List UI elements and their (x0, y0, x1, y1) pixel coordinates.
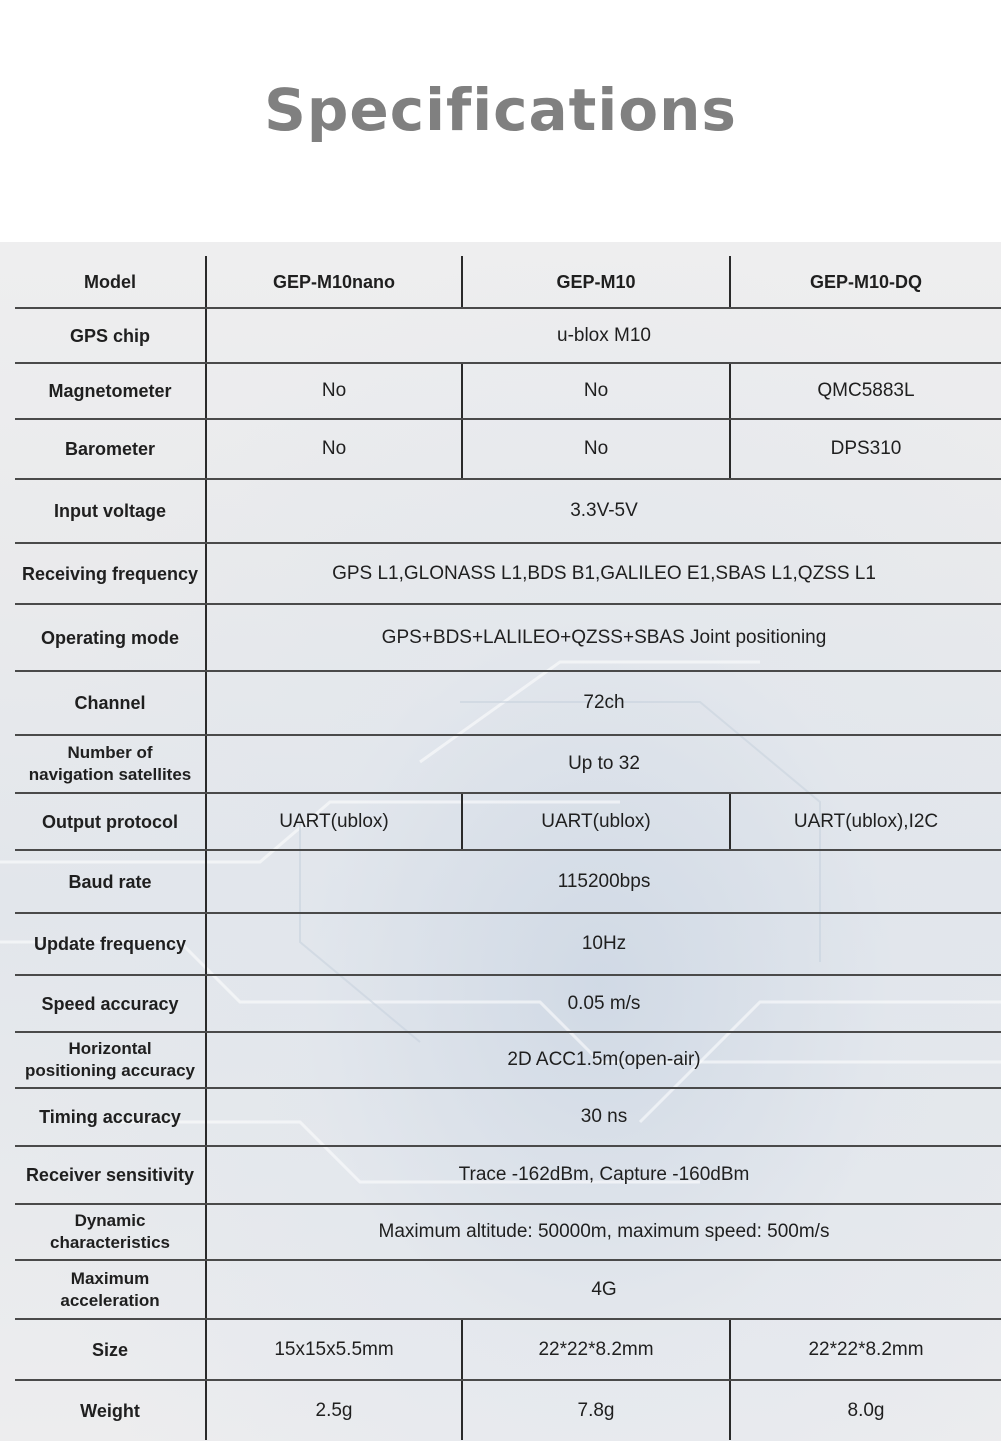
table-row (15, 1380, 1001, 1440)
row-label-line: characteristics (49, 1233, 171, 1252)
row-label-line: Number of (67, 743, 153, 762)
table-row (15, 850, 1001, 913)
row-label: Output protocol (15, 793, 206, 850)
table-row (15, 735, 1001, 793)
row-label: Operating mode (15, 604, 206, 671)
row-value: QMC5883L (730, 363, 1001, 419)
header-col-2: GEP-M10 (462, 256, 730, 308)
row-value: UART(ublox) (462, 793, 730, 850)
row-value: 4G (206, 1260, 1001, 1319)
row-value: 30 ns (206, 1088, 1001, 1146)
table-row (15, 1319, 1001, 1380)
row-label: Baud rate (15, 850, 206, 913)
row-label: Receiver sensitivity (15, 1146, 206, 1204)
row-value: UART(ublox) (206, 793, 462, 850)
row-value: Up to 32 (206, 735, 1001, 793)
row-label-line: Maximum (70, 1268, 150, 1288)
row-value: DPS310 (730, 419, 1001, 479)
row-label (15, 1032, 206, 1088)
row-value: 72ch (206, 671, 1001, 735)
row-label-line: Horizontal (68, 1039, 152, 1058)
row-value: 2D ACC1.5m(open-air) (206, 1032, 1001, 1088)
row-value: GPS L1,GLONASS L1,BDS B1,GALILEO E1,SBAS L1,QZSS L1 (206, 543, 1001, 604)
row-label (15, 1204, 206, 1260)
row-label: Receiving frequency (15, 543, 206, 604)
row-value: 0.05 m/s (206, 975, 1001, 1032)
row-value: No (206, 419, 462, 479)
row-value: 7.8g (462, 1380, 730, 1440)
table-row (15, 913, 1001, 975)
row-label-line: Dynamic (74, 1211, 146, 1230)
table-row (15, 308, 1001, 363)
row-label: Input voltage (15, 479, 206, 543)
table-row (15, 793, 1001, 850)
table-row (15, 1088, 1001, 1146)
row-label-line: positioning accuracy (24, 1061, 196, 1080)
row-label-line: navigation satellites (28, 765, 192, 784)
row-value: No (206, 363, 462, 419)
header-col-1: GEP-M10nano (206, 256, 462, 308)
row-label: Barometer (15, 419, 206, 479)
table-row (15, 1146, 1001, 1204)
row-value: 115200bps (206, 850, 1001, 913)
row-label: Channel (15, 671, 206, 735)
row-label: Weight (15, 1380, 206, 1440)
row-label: Timing accuracy (15, 1088, 206, 1146)
row-value: UART(ublox),I2C (730, 793, 1001, 850)
table-row (15, 1204, 1001, 1260)
row-value: 22*22*8.2mm (462, 1319, 730, 1380)
table-row (15, 671, 1001, 735)
title-area (0, 0, 1001, 242)
row-label: Magnetometer (15, 363, 206, 419)
row-value: u-blox M10 (206, 308, 1001, 363)
table-row (15, 363, 1001, 419)
row-label-line: acceleration (60, 1290, 160, 1310)
row-label (15, 1260, 206, 1319)
row-value: GPS+BDS+LALILEO+QZSS+SBAS Joint positioning (206, 604, 1001, 671)
row-value: 2.5g (206, 1380, 462, 1440)
table-row (15, 975, 1001, 1032)
row-value: 22*22*8.2mm (730, 1319, 1001, 1380)
table-header-row (15, 256, 1001, 308)
row-label: GPS chip (15, 308, 206, 363)
row-value: 8.0g (847, 1399, 885, 1421)
table-row (15, 1032, 1001, 1088)
row-label (15, 735, 206, 793)
spec-table (15, 256, 1001, 1440)
row-value: No (462, 419, 730, 479)
spec-table-area (0, 242, 1001, 1441)
row-label: Update frequency (15, 913, 206, 975)
row-value: 10Hz (206, 913, 1001, 975)
header-model-label: Model (15, 256, 206, 308)
row-value: Trace -162dBm, Capture -160dBm (206, 1146, 1001, 1204)
row-value: Maximum altitude: 50000m, maximum speed: 500m/s (206, 1204, 1001, 1260)
table-row (15, 419, 1001, 479)
table-row (15, 604, 1001, 671)
row-value: No (462, 363, 730, 419)
row-value: 15x15x5.5mm (206, 1319, 462, 1380)
table-row (15, 1260, 1001, 1319)
row-value: 3.3V-5V (206, 479, 1001, 543)
table-row (15, 543, 1001, 604)
page-title: Specifications (264, 76, 737, 144)
row-label: Size (15, 1319, 206, 1380)
header-col-3: GEP-M10-DQ (730, 256, 1001, 308)
table-row (15, 479, 1001, 543)
row-label: Speed accuracy (15, 975, 206, 1032)
